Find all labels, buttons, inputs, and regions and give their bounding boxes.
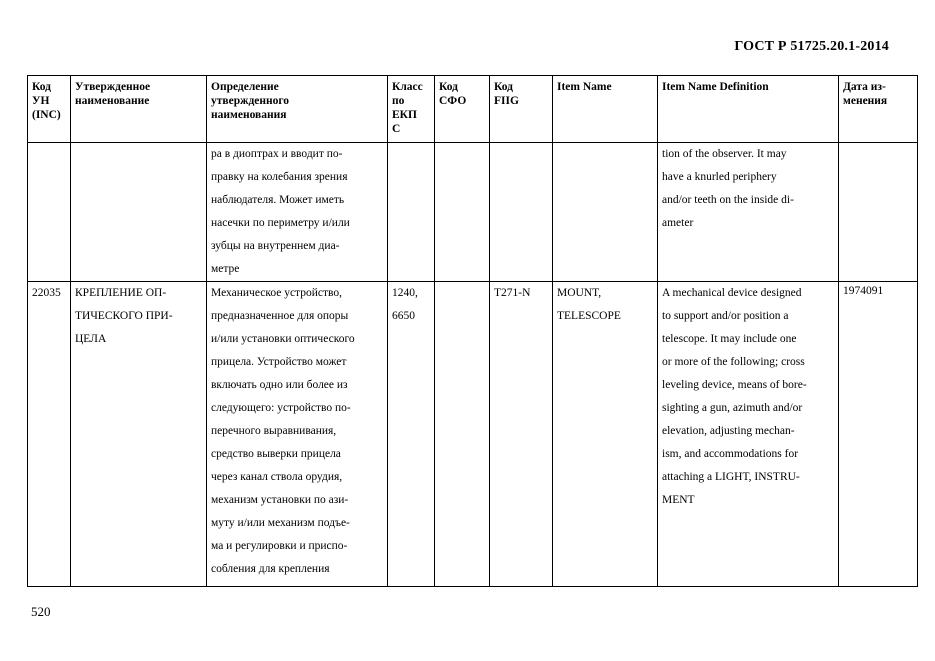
header-definition-ru: Определение утвержденного наименования xyxy=(207,76,388,143)
cell-item-name: MOUNT, TELESCOPE xyxy=(553,282,658,587)
table-row xyxy=(28,282,918,587)
header-item-name: Item Name xyxy=(553,76,658,143)
page-number: 520 xyxy=(31,604,51,619)
header-item-name-definition: Item Name Definition xyxy=(658,76,839,143)
cell-fiig xyxy=(490,143,553,282)
cell-fiig: T271-N xyxy=(490,282,553,587)
header-class: Класс по ЕКП С xyxy=(388,76,435,143)
cell-inc xyxy=(28,143,71,282)
cell-definition-ru: Механическое устройство, предназначенное для опоры и/или установки оптического прицела. Устройство может включать одно или более из следующего: устройство по- перечного выравнивания, средство выверки прицела через канал ствола орудия, механизм установки по ази- муту и/или механизм подъе- ма и регулировки и приспо- собления для крепления xyxy=(207,282,388,587)
cell-class: 1240, 6650 xyxy=(388,282,435,587)
cell-definition-en: tion of the observer. It may have a knurled periphery and/or teeth on the inside di- ameter xyxy=(658,143,839,282)
cell-inc: 22035 xyxy=(28,282,71,587)
header-fiig: Код FIIG xyxy=(490,76,553,143)
cell-approved-name xyxy=(71,143,207,282)
cell-item-name xyxy=(553,143,658,282)
cell-sfo xyxy=(435,143,490,282)
table-header-row xyxy=(28,76,918,143)
cell-sfo xyxy=(435,282,490,587)
table-row xyxy=(28,143,918,282)
header-approved-name: Утвержденное наименование xyxy=(71,76,207,143)
change-date-value: 1974091 xyxy=(843,285,884,297)
cell-approved-name: КРЕПЛЕНИЕ ОП- ТИЧЕСКОГО ПРИ- ЦЕЛА xyxy=(71,282,207,587)
cell-change-date xyxy=(839,143,918,282)
header-change-date: Дата из- менения xyxy=(839,76,918,143)
cell-class xyxy=(388,143,435,282)
header-sfo: Код СФО xyxy=(435,76,490,143)
document-standard-header: ГОСТ Р 51725.20.1-2014 xyxy=(734,39,889,54)
nomenclature-table xyxy=(27,75,918,587)
cell-definition-ru: ра в диоптрах и вводит по- правку на колебания зрения наблюдателя. Может иметь насечки по периметру и/или зубцы на внутреннем диа- метре xyxy=(207,143,388,282)
cell-change-date xyxy=(839,282,918,587)
cell-definition-en: A mechanical device designed to support and/or position a telescope. It may include one or more of the following; cross leveling device, means of bore- sighting a gun, azimuth and/or elevation, adjusting mechan- ism, and accommodations for attaching a LIGHT, INSTRU- MENT xyxy=(658,282,839,587)
header-inc: Код УН (INC) xyxy=(28,76,71,143)
